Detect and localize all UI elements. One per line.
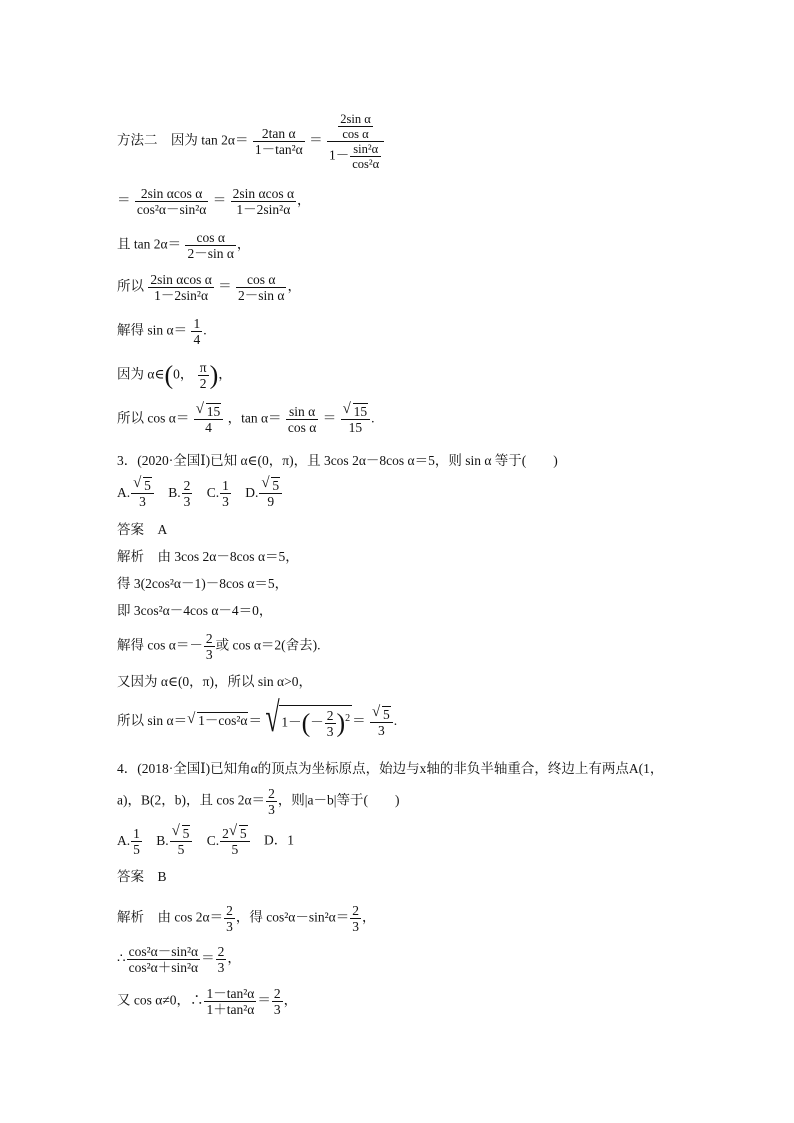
solution-line: 即 3cos²α－4cos α－4＝0，: [117, 603, 273, 618]
solution-line: 得 3(2cos²α－1)－8cos α＝5，: [117, 576, 289, 591]
option-c: C. $\frac{2√ 5}{5}$: [207, 833, 251, 848]
fraction: $\frac{1}{4}$: [193, 316, 201, 347]
compound-fraction: $\frac{\text{2sin α}}{\text{cos α}}$ 1－ $\frac{\text{sin²α}}{\text{cos²α}}$: [327, 112, 384, 171]
option-b: B. $\frac{2}{3}$: [168, 478, 191, 509]
equation-line: 且 tan 2α＝ $\frac{\text{cos α}}{\text{2－sin α}}$ ，: [117, 230, 251, 261]
solution-line: 解析 由 cos 2α＝ $\frac{2}{3}$ ，得 cos²α－sin²α＝ $\frac{2}{3}$ ，: [117, 903, 376, 934]
equation-line: 所以 cos α＝ √ $\frac{15}{4}$ ，tan α＝ $\frac{\text{sin α}}{\text{cos α}}$ ＝ √ $\frac{15}{15}$ .: [117, 404, 374, 435]
method2-label: 方法二: [117, 132, 158, 148]
fraction: √ $\frac{15}{15}$: [341, 404, 371, 435]
option-d: D. √ $\frac{5}{9}$: [245, 485, 283, 500]
equation-line: 因为 α∈(0， $\frac{\pi}{2}$ )，: [117, 360, 232, 391]
option-a: A. $\frac{1}{5}$: [117, 826, 140, 857]
fraction: √ $\frac{15}{4}$: [194, 404, 224, 435]
fraction: $\frac{\text{2sin αcos α}}{\text{cos²α－sin²α}}$: [136, 186, 207, 217]
fraction: $\frac{\text{2sin αcos α}}{\text{1－2sin²α}}$: [232, 186, 295, 217]
method2-line: 方法二 因为 tan 2α＝ $\frac{\text{2tan α}}{\text{1－tan²α}}$ ＝ $\frac{\text{2sin α}}{\text{cos α}}$ 1－ $\frac{\text{sin²α}}{\text{cos²α}}$: [117, 112, 385, 171]
answer-line: 答案 B: [117, 869, 167, 884]
solution-line: ∴ $\frac{\text{cos²α－sin²α}}{\text{cos²α＋sin²α}}$ ＝ $\frac{2}{3}$ ，: [117, 944, 241, 975]
fraction: $\frac{\text{sin α}}{\text{cos α}}$: [287, 404, 317, 435]
solution-line: 解析 由 3cos 2α－8cos α＝5，: [117, 549, 299, 564]
fraction: $\frac{\text{cos α}}{\text{2－sin α}}$: [187, 230, 234, 261]
solution-line: 又因为 α∈(0，π)，所以 sin α>0，: [117, 674, 312, 689]
answer-line: 答案 A: [117, 522, 168, 537]
question-stem: a)，B(2，b)，且 cos 2α＝ $\frac{2}{3}$ ，则|a－b|等于( ): [117, 786, 400, 817]
fraction: $\frac{\text{cos α}}{\text{2－sin α}}$: [238, 272, 285, 303]
fraction: $\frac{\text{2sin αcos α}}{\text{1－2sin²α}}$: [150, 272, 212, 303]
equation-line: 解得 sin α＝ $\frac{1}{4}$ .: [117, 316, 207, 347]
options-line: [117, 478, 283, 509]
fraction: $\frac{\pi}{2}$: [199, 360, 207, 391]
option-a: A. √ $\frac{5}{3}$: [117, 485, 155, 500]
equation-line: ＝ $\frac{\text{2sin αcos α}}{\text{cos²α－sin²α}}$ ＝ $\frac{\text{2sin αcos α}}{\text{1－2sin²α}}$ ，: [117, 186, 311, 217]
option-c: C. $\frac{1}{3}$: [206, 478, 229, 509]
options-line: [117, 826, 294, 857]
equation-line: 所以 $\frac{\text{2sin αcos α}}{\text{1－2sin²α}}$ ＝ $\frac{\text{cos α}}{\text{2－sin α}}$ ，: [117, 272, 301, 303]
solution-line: 所以 sin α＝√ 1－cos²α＝ √ 1－(－ $\frac{2}{3}$ )$^2$ ＝ √ $\frac{5}{3}$ .: [117, 705, 397, 739]
option-d: D．1: [264, 832, 295, 848]
question-stem: 4．(2018·全国Ⅰ)已知角α的顶点为坐标原点，始边与x轴的非负半轴重合，终边上有两点A(1，: [117, 761, 664, 776]
option-b: B. √ $\frac{5}{5}$: [156, 833, 193, 848]
question-stem: 3．(2020·全国Ⅰ)已知 α∈(0，π)，且 3cos 2α－8cos α＝5，则 sin α 等于( ): [117, 453, 558, 468]
solution-line: 解得 cos α＝－ $\frac{2}{3}$ 或 cos α＝2(舍去).: [117, 631, 321, 662]
fraction: $\frac{\text{2tan α}}{\text{1－tan²α}}$: [254, 126, 303, 157]
solution-line: 又 cos α≠0，∴ $\frac{\text{1－tan²α}}{\text{1＋tan²α}}$ ＝ $\frac{2}{3}$ ，: [117, 986, 298, 1017]
